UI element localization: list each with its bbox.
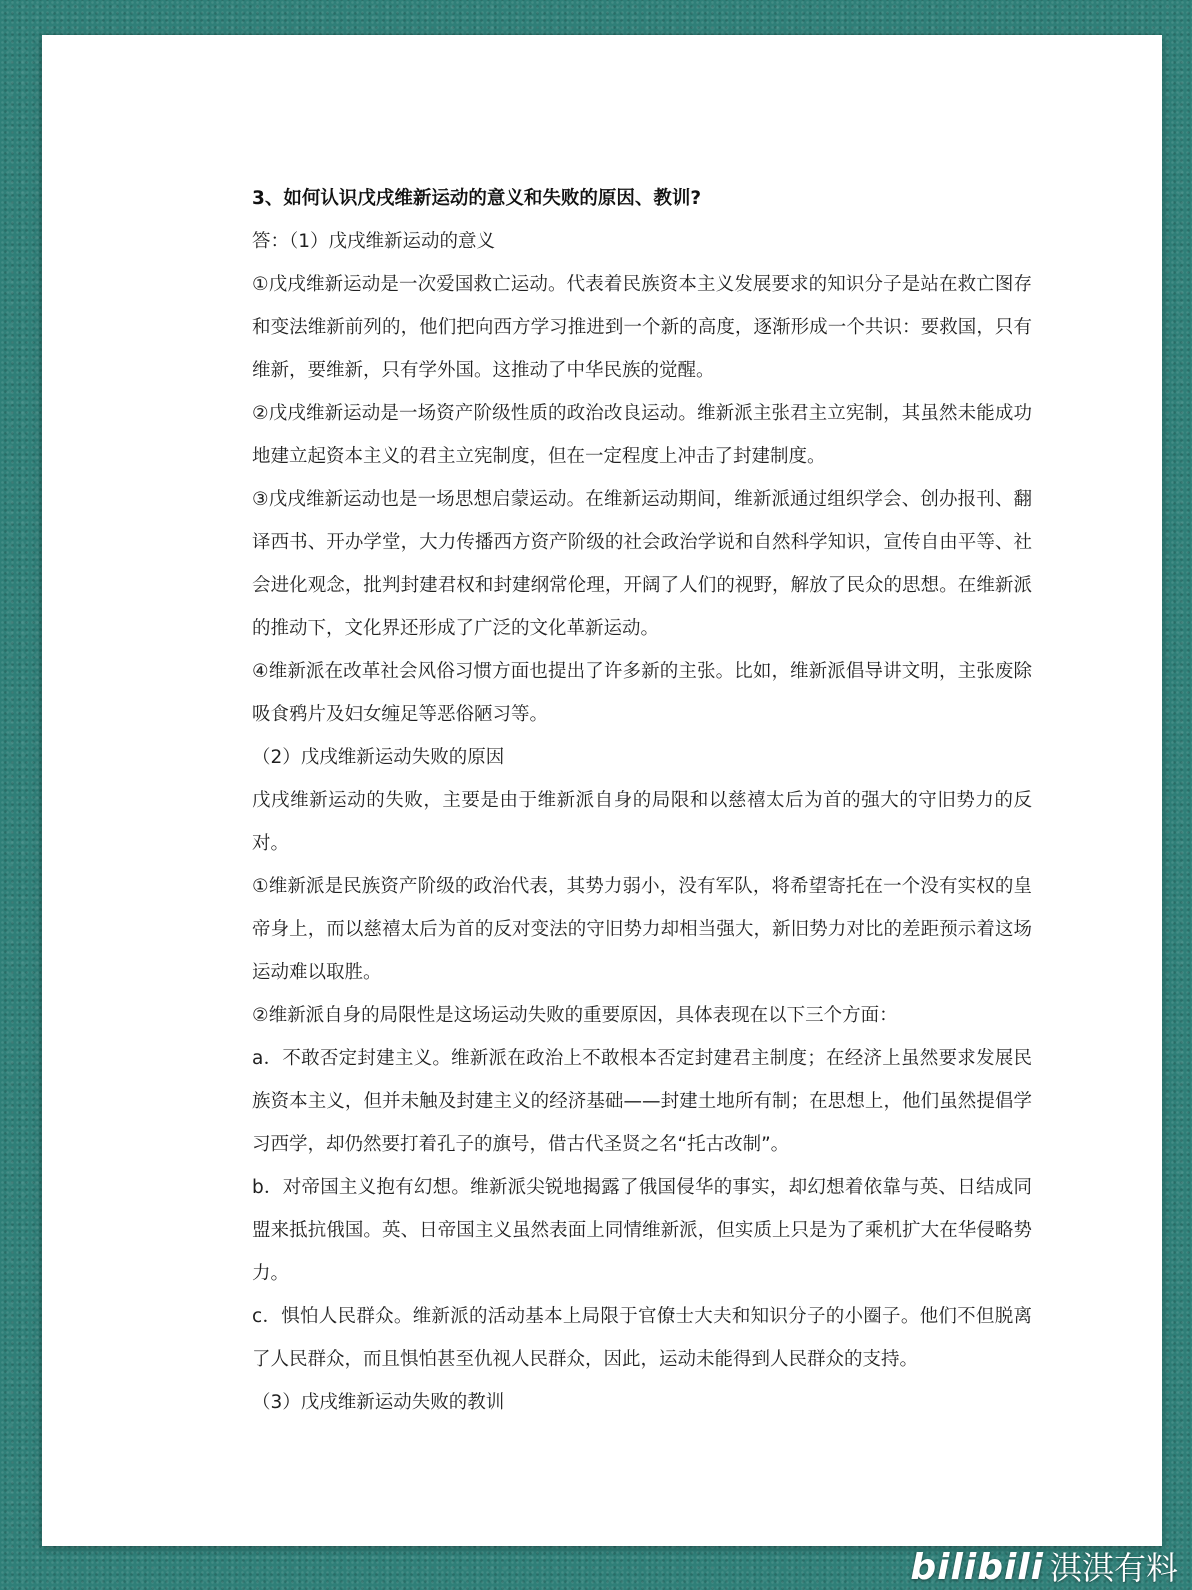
watermark-username: 淇淇有料 — [1049, 1549, 1178, 1587]
question-title: 3、如何认识戊戌维新运动的意义和失败的原因、教训? — [252, 188, 702, 209]
bilibili-watermark — [910, 1547, 1178, 1588]
paragraph-reasons-intro: 戊戌维新运动的失败，主要是由于维新派自身的局限和以慈禧太后为首的强大的守旧势力的反对。 — [252, 790, 1032, 854]
section-heading-reasons: （2）戊戌维新运动失败的原因 — [252, 747, 505, 768]
paragraph-reasons-2: ②维新派自身的局限性是这场运动失败的重要原因，具体表现在以下三个方面： — [252, 1005, 898, 1026]
paragraph-significance-3: ③戊戌维新运动也是一场思想启蒙运动。在维新运动期间，维新派通过组织学会、创办报刊、翻译西书、开办学堂，大力传播西方资产阶级的社会政治学说和自然科学知识，宣传自由平等、社会进化观念，批判封建君权和封建纲常伦理，开阔了人们的视野，解放了民众的思想。在维新派的推动下，文化界还形成了广泛的文化革新运动。 — [252, 489, 1032, 639]
section-heading-lessons: （3）戊戌维新运动失败的教训 — [252, 1392, 505, 1413]
document-body — [252, 177, 1032, 1424]
paragraph-significance-2: ②戊戌维新运动是一场资产阶级性质的政治改良运动。维新派主张君主立宪制，其虽然未能成功地建立起资本主义的君主立宪制度，但在一定程度上冲击了封建制度。 — [252, 403, 1032, 467]
paragraph-reasons-2c: c．惧怕人民群众。维新派的活动基本上局限于官僚士大夫和知识分子的小圈子。他们不但脱离了人民群众，而且惧怕甚至仇视人民群众，因此，运动未能得到人民群众的支持。 — [252, 1306, 1032, 1370]
bilibili-logo: bilibili — [910, 1547, 1044, 1588]
answer-heading-significance: 答：（1）戊戌维新运动的意义 — [252, 231, 496, 252]
document-page — [42, 35, 1162, 1546]
paragraph-reasons-1: ①维新派是民族资产阶级的政治代表，其势力弱小，没有军队，将希望寄托在一个没有实权的皇帝身上，而以慈禧太后为首的反对变法的守旧势力却相当强大，新旧势力对比的差距预示着这场运动难以取胜。 — [252, 876, 1032, 983]
paragraph-reasons-2b: b．对帝国主义抱有幻想。维新派尖锐地揭露了俄国侵华的事实，却幻想着依靠与英、日结成同盟来抵抗俄国。英、日帝国主义虽然表面上同情维新派，但实质上只是为了乘机扩大在华侵略势力。 — [252, 1177, 1032, 1284]
paragraph-reasons-2a: a．不敢否定封建主义。维新派在政治上不敢根本否定封建君主制度；在经济上虽然要求发展民族资本主义，但并未触及封建主义的经济基础——封建土地所有制；在思想上，他们虽然提倡学习西学，却仍然要打着孔子的旗号，借古代圣贤之名“托古改制”。 — [252, 1048, 1032, 1155]
paragraph-significance-1: ①戊戌维新运动是一次爱国救亡运动。代表着民族资本主义发展要求的知识分子是站在救亡图存和变法维新前列的，他们把向西方学习推进到一个新的高度，逐渐形成一个共识：要救国，只有维新，要维新，只有学外国。这推动了中华民族的觉醒。 — [252, 274, 1032, 381]
paragraph-significance-4: ④维新派在改革社会风俗习惯方面也提出了许多新的主张。比如，维新派倡导讲文明，主张废除吸食鸦片及妇女缠足等恶俗陋习等。 — [252, 661, 1032, 725]
